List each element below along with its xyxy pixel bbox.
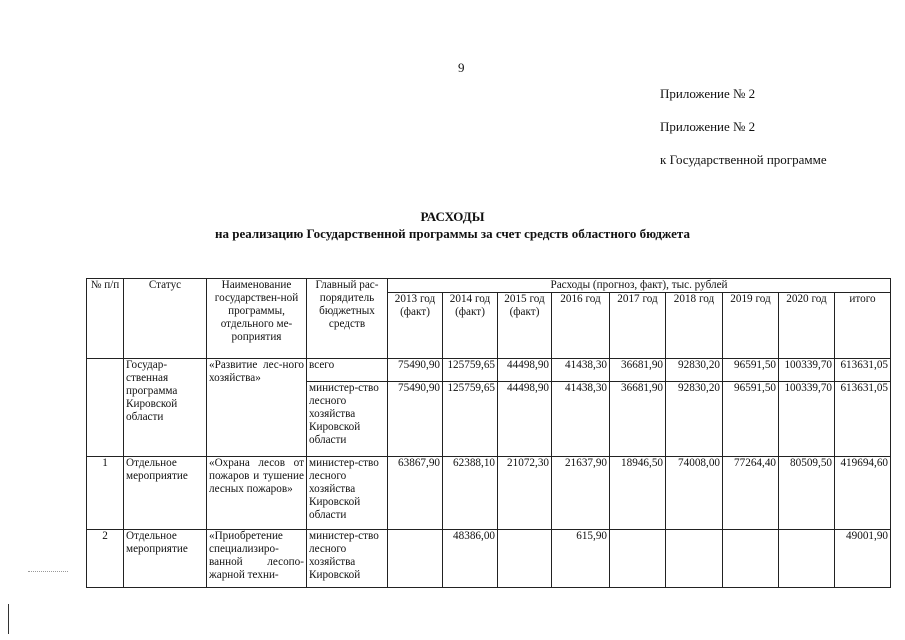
cell-admin: министер-ство лесного хозяйства Кировской bbox=[307, 530, 388, 588]
cell-value: 615,90 bbox=[552, 530, 610, 588]
cell-value: 80509,50 bbox=[779, 457, 835, 530]
cell-status: Отдельное мероприятие bbox=[124, 530, 207, 588]
cell-total: 49001,90 bbox=[835, 530, 891, 588]
table-row bbox=[87, 530, 891, 588]
cell-value: 77264,40 bbox=[723, 457, 779, 530]
cell-value: 125759,65 bbox=[443, 359, 498, 382]
cell-admin: всего bbox=[307, 359, 388, 382]
appendix-program-label: к Государственной программе bbox=[660, 152, 827, 167]
expenses-table bbox=[86, 278, 891, 588]
cell-value: 21637,90 bbox=[552, 457, 610, 530]
cell-value: 48386,00 bbox=[443, 530, 498, 588]
cell-status: Государ-ственная программа Кировской области bbox=[124, 359, 207, 457]
cell-value: 100339,70 bbox=[779, 382, 835, 457]
cell-status: Отдельное мероприятие bbox=[124, 457, 207, 530]
cell-value bbox=[779, 530, 835, 588]
scan-artifact-margin-line bbox=[8, 604, 9, 634]
cell-name: «Охрана лесов от пожаров и тушение лесных пожаров» bbox=[207, 457, 307, 530]
cell-value bbox=[723, 530, 779, 588]
cell-value: 92830,20 bbox=[666, 359, 723, 382]
cell-value bbox=[666, 530, 723, 588]
cell-value: 125759,65 bbox=[443, 382, 498, 457]
table-row bbox=[87, 359, 891, 382]
appendix-label: Приложение № 2 bbox=[660, 86, 756, 101]
table-row bbox=[87, 457, 891, 530]
cell-value: 75490,90 bbox=[388, 382, 443, 457]
cell-value bbox=[610, 530, 666, 588]
header-year: 2016 год bbox=[552, 293, 610, 359]
header-year: 2015 год (факт) bbox=[498, 293, 552, 359]
cell-value: 41438,30 bbox=[552, 359, 610, 382]
header-year: 2018 год bbox=[666, 293, 723, 359]
cell-value: 36681,90 bbox=[610, 382, 666, 457]
cell-name: «Развитие лес-ного хозяйства» bbox=[207, 359, 307, 457]
cell-value: 100339,70 bbox=[779, 359, 835, 382]
cell-num bbox=[87, 359, 124, 457]
header-year: 2019 год bbox=[723, 293, 779, 359]
cell-value bbox=[388, 530, 443, 588]
header-total: итого bbox=[835, 293, 891, 359]
header-name: Наименование государствен-ной программы, отдельного ме-роприятия bbox=[207, 279, 307, 359]
cell-total: 419694,60 bbox=[835, 457, 891, 530]
document-title: РАСХОДЫ bbox=[420, 209, 485, 224]
header-year: 2020 год bbox=[779, 293, 835, 359]
cell-value: 62388,10 bbox=[443, 457, 498, 530]
document-subtitle: на реализацию Государственной программы за счет средств областного бюджета bbox=[215, 226, 690, 241]
header-num: № п/п bbox=[87, 279, 124, 359]
cell-value: 92830,20 bbox=[666, 382, 723, 457]
header-year: 2013 год (факт) bbox=[388, 293, 443, 359]
cell-value: 44498,90 bbox=[498, 382, 552, 457]
header-status: Статус bbox=[124, 279, 207, 359]
page-number: 9 bbox=[458, 60, 465, 75]
cell-value: 63867,90 bbox=[388, 457, 443, 530]
cell-value bbox=[498, 530, 552, 588]
cell-value: 41438,30 bbox=[552, 382, 610, 457]
cell-value: 96591,50 bbox=[723, 359, 779, 382]
cell-total: 613631,05 bbox=[835, 359, 891, 382]
scan-artifact-dotted-line bbox=[28, 571, 68, 572]
cell-admin: министер-ство лесного хозяйства Кировской области bbox=[307, 457, 388, 530]
cell-name: «Приобретение специализиро-ванной лесопо-жарной техни- bbox=[207, 530, 307, 588]
cell-value: 74008,00 bbox=[666, 457, 723, 530]
cell-value: 96591,50 bbox=[723, 382, 779, 457]
header-expenses: Расходы (прогноз, факт), тыс. рублей bbox=[388, 279, 891, 293]
cell-num: 1 bbox=[87, 457, 124, 530]
cell-value: 75490,90 bbox=[388, 359, 443, 382]
header-year: 2017 год bbox=[610, 293, 666, 359]
header-year: 2014 год (факт) bbox=[443, 293, 498, 359]
cell-value: 18946,50 bbox=[610, 457, 666, 530]
cell-value: 21072,30 bbox=[498, 457, 552, 530]
cell-value: 44498,90 bbox=[498, 359, 552, 382]
cell-num: 2 bbox=[87, 530, 124, 588]
header-admin: Главный рас-порядитель бюджетных средств bbox=[307, 279, 388, 359]
cell-total: 613631,05 bbox=[835, 382, 891, 457]
cell-value: 36681,90 bbox=[610, 359, 666, 382]
appendix-label-repeat: Приложение № 2 bbox=[660, 119, 756, 134]
cell-admin: министер-ство лесного хозяйства Кировской области bbox=[307, 382, 388, 457]
